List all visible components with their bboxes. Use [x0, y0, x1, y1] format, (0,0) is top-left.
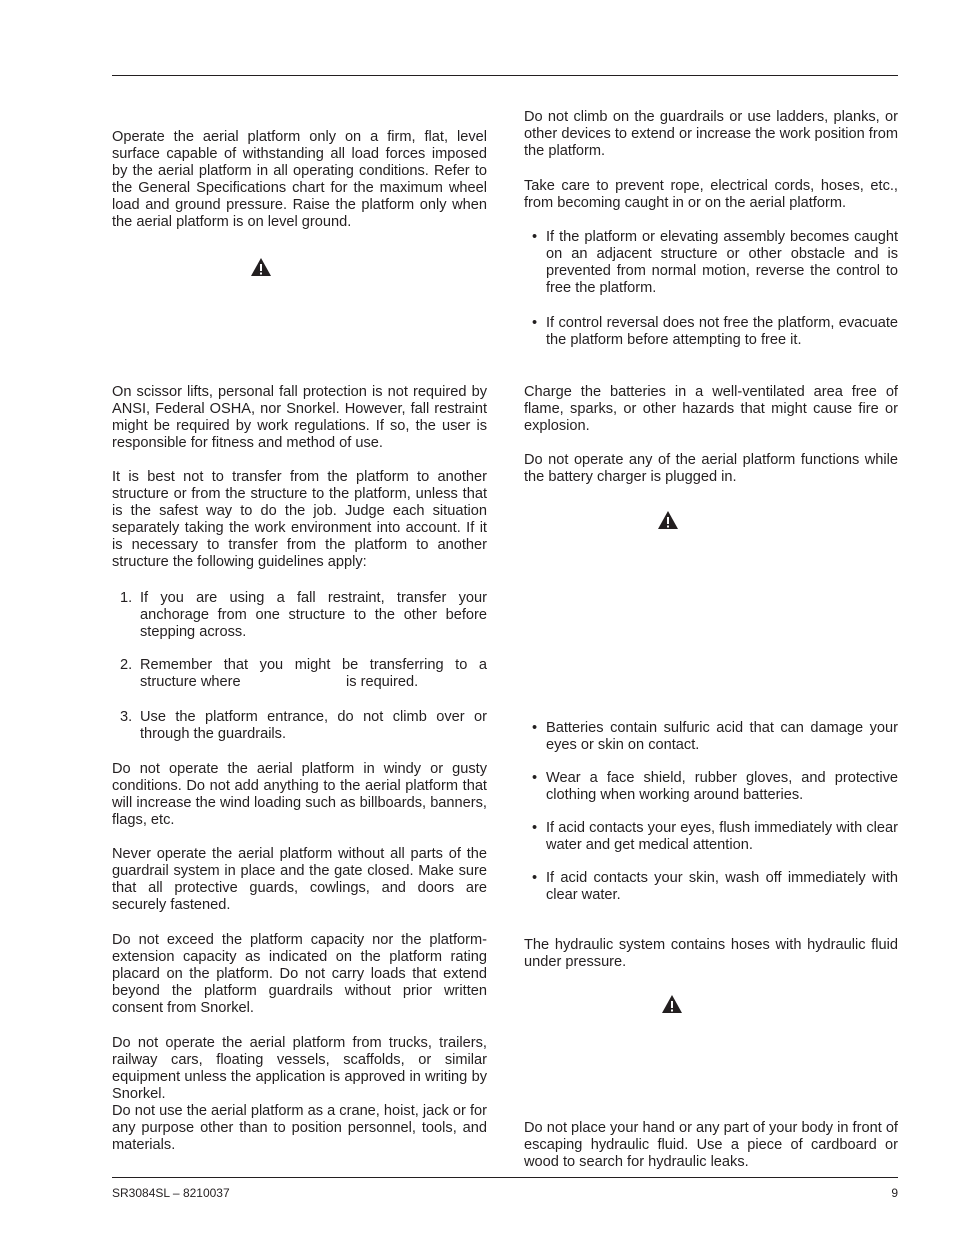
- bullet-item: If the platform or elevating assembly becomes caught on an adjacent structure or other obstacle and is prevented from normal motion, reverse the control to free the platform.: [546, 229, 898, 297]
- bullet: •: [532, 770, 538, 786]
- left-paragraph-guardrail: Never operate the aerial platform without all parts of the guardrail system in place and the gate closed. Make sure that all protective guards, cowlings, and doors are securely fastened.: [112, 846, 487, 914]
- footer-page-number: 9: [891, 1186, 898, 1200]
- bullet: •: [532, 820, 538, 836]
- warning-triangle-icon: [661, 994, 683, 1014]
- bullet-item: If acid contacts your skin, wash off immediately with clear water.: [546, 870, 898, 904]
- footer-rule: [112, 1177, 898, 1178]
- footer-doc-id: SR3084SL – 8210037: [112, 1186, 230, 1200]
- bullet: •: [532, 720, 538, 736]
- warning-triangle-icon: [657, 510, 679, 530]
- step-item-text-b: is required.: [346, 674, 419, 691]
- bullet: •: [532, 315, 538, 331]
- left-paragraph-transfer: It is best not to transfer from the platform to another structure or from the structure to the platform, unless that is the safest way to do the job. Judge each situation separately taking the work environment into account. If it is necessary to transfer from the platform to another structure the following guidelines apply:: [112, 469, 487, 571]
- left-paragraph-fall-protection: On scissor lifts, personal fall protection is not required by ANSI, Federal OSHA, nor Snorkel. However, fall restraint might be required by work regulations. If so, the user is responsible for fitness and method of use.: [112, 384, 487, 452]
- warning-triangle-icon: [250, 257, 272, 277]
- left-paragraph-crane: Do not use the aerial platform as a crane, hoist, jack or for any purpose other than to position personnel, tools, and materials.: [112, 1103, 487, 1154]
- step-number: 2.: [120, 657, 133, 673]
- bullet: •: [532, 229, 538, 245]
- header-rule: [112, 75, 898, 76]
- step-item-text-a: Remember that you might be transferring to a structure where: [140, 657, 487, 691]
- bullet-item: If acid contacts your eyes, flush immediately with clear water and get medical attention.: [546, 820, 898, 854]
- bullet-item: Batteries contain sulfuric acid that can damage your eyes or skin on contact.: [546, 720, 898, 754]
- step-number: 1.: [120, 590, 133, 606]
- left-paragraph-wind: Do not operate the aerial platform in windy or gusty conditions. Do not add anything to the aerial platform that will increase the wind loading such as billboards, banners, flags, etc.: [112, 761, 487, 829]
- left-paragraph-level-surface: Operate the aerial platform only on a firm, flat, level surface capable of withstanding all load forces imposed by the aerial platform in all operating conditions. Refer to the General Specifications chart for the maximum wheel load and ground pressure. Raise the platform only when the aerial platform is on level ground.: [112, 129, 487, 231]
- right-paragraph-hydraulic: The hydraulic system contains hoses with hydraulic fluid under pressure.: [524, 937, 898, 971]
- bullet-item: Wear a face shield, rubber gloves, and protective clothing when working around batteries.: [546, 770, 898, 804]
- right-paragraph-charge: Charge the batteries in a well-ventilated area free of flame, sparks, or other hazards that might cause fire or explosion.: [524, 384, 898, 435]
- step-item: [140, 657, 487, 691]
- right-paragraph-climb: Do not climb on the guardrails or use ladders, planks, or other devices to extend or increase the work position from the platform.: [524, 109, 898, 160]
- right-paragraph-rope: Take care to prevent rope, electrical cords, hoses, etc., from becoming caught in or on the aerial platform.: [524, 178, 898, 212]
- step-item: If you are using a fall restraint, transfer your anchorage from one structure to the other before stepping across.: [140, 590, 487, 641]
- step-number: 3.: [120, 709, 133, 725]
- bullet-item: If control reversal does not free the platform, evacuate the platform before attempting to free it.: [546, 315, 898, 349]
- left-paragraph-vehicles: Do not operate the aerial platform from trucks, trailers, railway cars, floating vessels, scaffolds, or similar equipment unless the application is approved in writing by Snorkel.: [112, 1035, 487, 1103]
- bullet: •: [532, 870, 538, 886]
- right-paragraph-hand: Do not place your hand or any part of your body in front of escaping hydraulic fluid. Use a piece of cardboard or wood to search for hydraulic leaks.: [524, 1120, 898, 1171]
- step-item: Use the platform entrance, do not climb over or through the guardrails.: [140, 709, 487, 743]
- left-paragraph-capacity: Do not exceed the platform capacity nor the platform-extension capacity as indicated on the platform rating placard on the platform. Do not carry loads that extend beyond the platform guardrails without prior written consent from Snorkel.: [112, 932, 487, 1017]
- right-paragraph-charger: Do not operate any of the aerial platform functions while the battery charger is plugged in.: [524, 452, 898, 486]
